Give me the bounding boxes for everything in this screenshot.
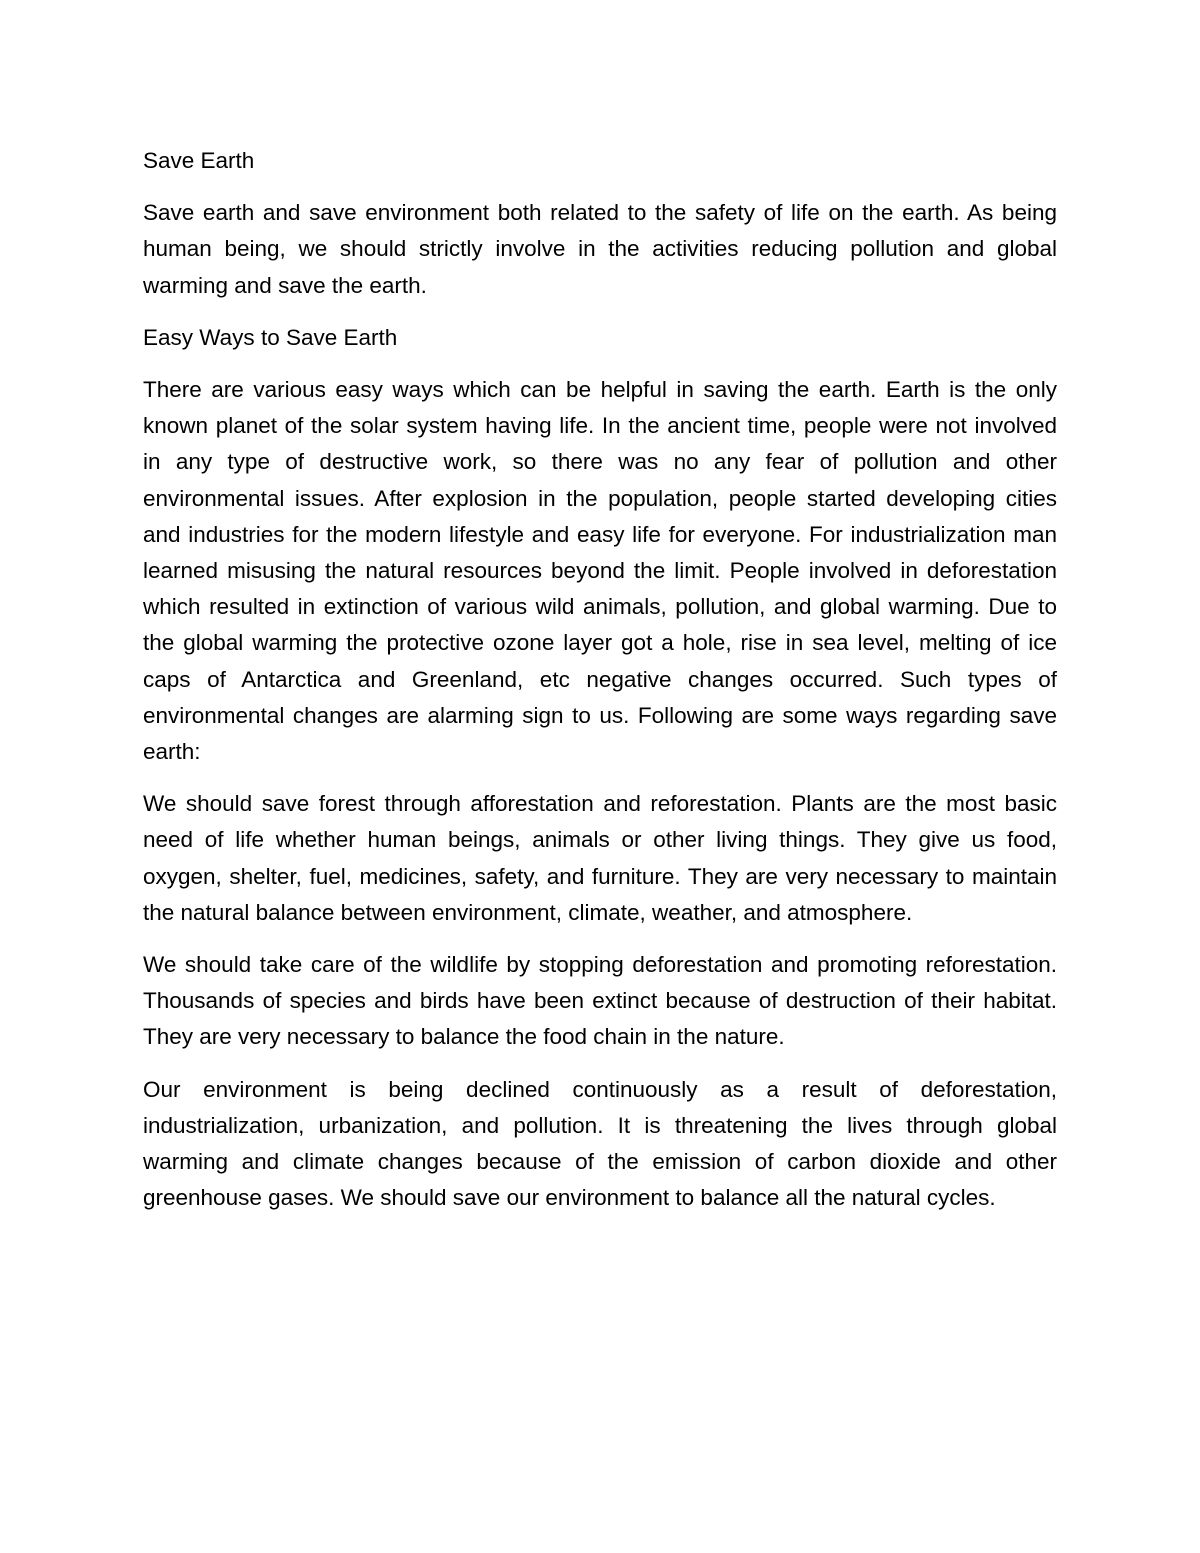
body-paragraph: We should save forest through afforestation and reforestation. Plants are the most basic need of life whether human beings, animals or other living things. They give us food, oxygen, shelter, fuel, medicines, safety, and furniture. They are very necessary to maintain the natural balance between environment, climate, weather, and atmosphere. — [143, 791, 1057, 925]
body-paragraph: There are various easy ways which can be helpful in saving the earth. Earth is the only known planet of the solar system having life. In the ancient time, people were not involved in any type of destructive work, so there was no any fear of pollution and other environmental issues. After explosion in the population, people started developing cities and industries for the modern lifestyle and easy life for everyone. For industrialization man learned misusing the natural resources beyond the limit. People involved in deforestation which resulted in extinction of various wild animals, pollution, and global warming. Due to the global warming the protective ozone layer got a hole, rise in sea level, melting of ice caps of Antarctica and Greenland, etc negative changes occurred. Such types of environmental changes are alarming sign to us. Following are some ways regarding save earth: — [143, 377, 1057, 765]
section-heading: Easy Ways to Save Earth — [143, 324, 398, 350]
intro-paragraph: Save earth and save environment both related to the safety of life on the earth. As being human being, we should strictly involve in the activities reducing pollution and global warming and save the earth. — [143, 200, 1057, 298]
body-paragraph: Our environment is being declined continuously as a result of deforestation, industrialization, urbanization, and pollution. It is threatening the lives through global warming and climate changes because of the emission of carbon dioxide and other greenhouse gases. We should save our environment to balance all the natural cycles. — [143, 1076, 1057, 1211]
body-paragraph: We should take care of the wildlife by stopping deforestation and promoting reforestation. Thousands of species and birds have been extinct because of destruction of their habitat. They are very necessary to balance the food chain in the nature. — [143, 952, 1057, 1050]
document-title: Save Earth — [143, 148, 255, 173]
